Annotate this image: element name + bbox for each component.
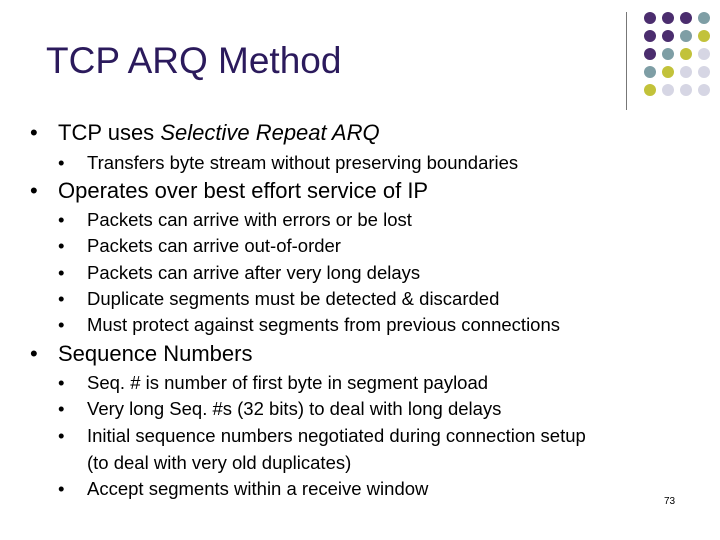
dot bbox=[698, 30, 710, 42]
dot bbox=[680, 66, 692, 78]
sub-bullet-text: Packets can arrive with errors or be lost bbox=[87, 209, 412, 230]
bullet-text: TCP uses bbox=[58, 120, 161, 145]
bullet-marker: • bbox=[30, 120, 38, 145]
sub-bullet-item bbox=[58, 209, 412, 231]
sub-bullet-item bbox=[58, 235, 341, 257]
bullet-marker: • bbox=[58, 288, 65, 309]
dot bbox=[644, 84, 656, 96]
sub-bullet-item bbox=[58, 478, 428, 500]
bullet-marker: • bbox=[30, 341, 38, 366]
bullet-marker: • bbox=[30, 178, 38, 203]
dot bbox=[698, 84, 710, 96]
dot bbox=[698, 66, 710, 78]
sub-bullet-text: Transfers byte stream without preserving boundaries bbox=[87, 152, 519, 173]
bullet-item bbox=[30, 178, 428, 204]
bullet-item bbox=[30, 120, 380, 146]
bullet-marker: • bbox=[58, 262, 65, 283]
dot bbox=[680, 84, 692, 96]
sub-bullet-item bbox=[58, 398, 501, 420]
bullet-marker: • bbox=[58, 314, 65, 335]
bullet-text: Sequence Numbers bbox=[58, 341, 253, 366]
bullet-marker: • bbox=[58, 425, 65, 446]
sub-bullet-item bbox=[58, 152, 518, 174]
dot bbox=[644, 48, 656, 60]
bullet-marker: • bbox=[58, 209, 65, 230]
sub-bullet-text: Packets can arrive after very long delays bbox=[87, 262, 421, 283]
sub-bullet-text: Initial sequence numbers negotiated during connection setup bbox=[87, 425, 586, 446]
dot bbox=[680, 48, 692, 60]
dot bbox=[698, 48, 710, 60]
bullet-item bbox=[30, 341, 252, 367]
sub-bullet-continuation bbox=[58, 452, 351, 474]
bullet-marker: • bbox=[58, 398, 65, 419]
bullet-text: Operates over best effort service of IP bbox=[58, 178, 429, 203]
bullet-marker: • bbox=[58, 372, 65, 393]
sub-bullet-text: Duplicate segments must be detected & discarded bbox=[87, 288, 500, 309]
sub-bullet-text: Packets can arrive out-of-order bbox=[87, 235, 341, 256]
slide-title: TCP ARQ Method bbox=[46, 40, 342, 81]
bullet-marker: • bbox=[58, 152, 65, 173]
dot bbox=[662, 48, 674, 60]
dot bbox=[680, 30, 692, 42]
sub-bullet-text: Accept segments within a receive window bbox=[87, 478, 429, 499]
sub-bullet-item bbox=[58, 314, 560, 336]
page-number: 73 bbox=[664, 496, 676, 507]
sub-bullet-text: Seq. # is number of first byte in segment payload bbox=[87, 372, 489, 393]
dot bbox=[644, 12, 656, 24]
bullet-marker: • bbox=[58, 235, 65, 256]
dot bbox=[662, 12, 674, 24]
sub-bullet-item bbox=[58, 425, 586, 447]
dot bbox=[662, 84, 674, 96]
sub-bullet-item bbox=[58, 372, 488, 394]
sub-bullet-text: Very long Seq. #s (32 bits) to deal with long delays bbox=[87, 398, 502, 419]
bullet-emphasis: Selective Repeat ARQ bbox=[160, 120, 380, 145]
dot bbox=[698, 12, 710, 24]
divider-line bbox=[626, 12, 627, 110]
dot bbox=[644, 30, 656, 42]
sub-bullet-item bbox=[58, 262, 420, 284]
dot bbox=[680, 12, 692, 24]
sub-bullet-text: (to deal with very old duplicates) bbox=[87, 452, 352, 473]
sub-bullet-text: Must protect against segments from previous connections bbox=[87, 314, 561, 335]
dot bbox=[662, 66, 674, 78]
sub-bullet-item bbox=[58, 288, 499, 310]
dot bbox=[644, 66, 656, 78]
bullet-marker: • bbox=[58, 478, 65, 499]
dot bbox=[662, 30, 674, 42]
